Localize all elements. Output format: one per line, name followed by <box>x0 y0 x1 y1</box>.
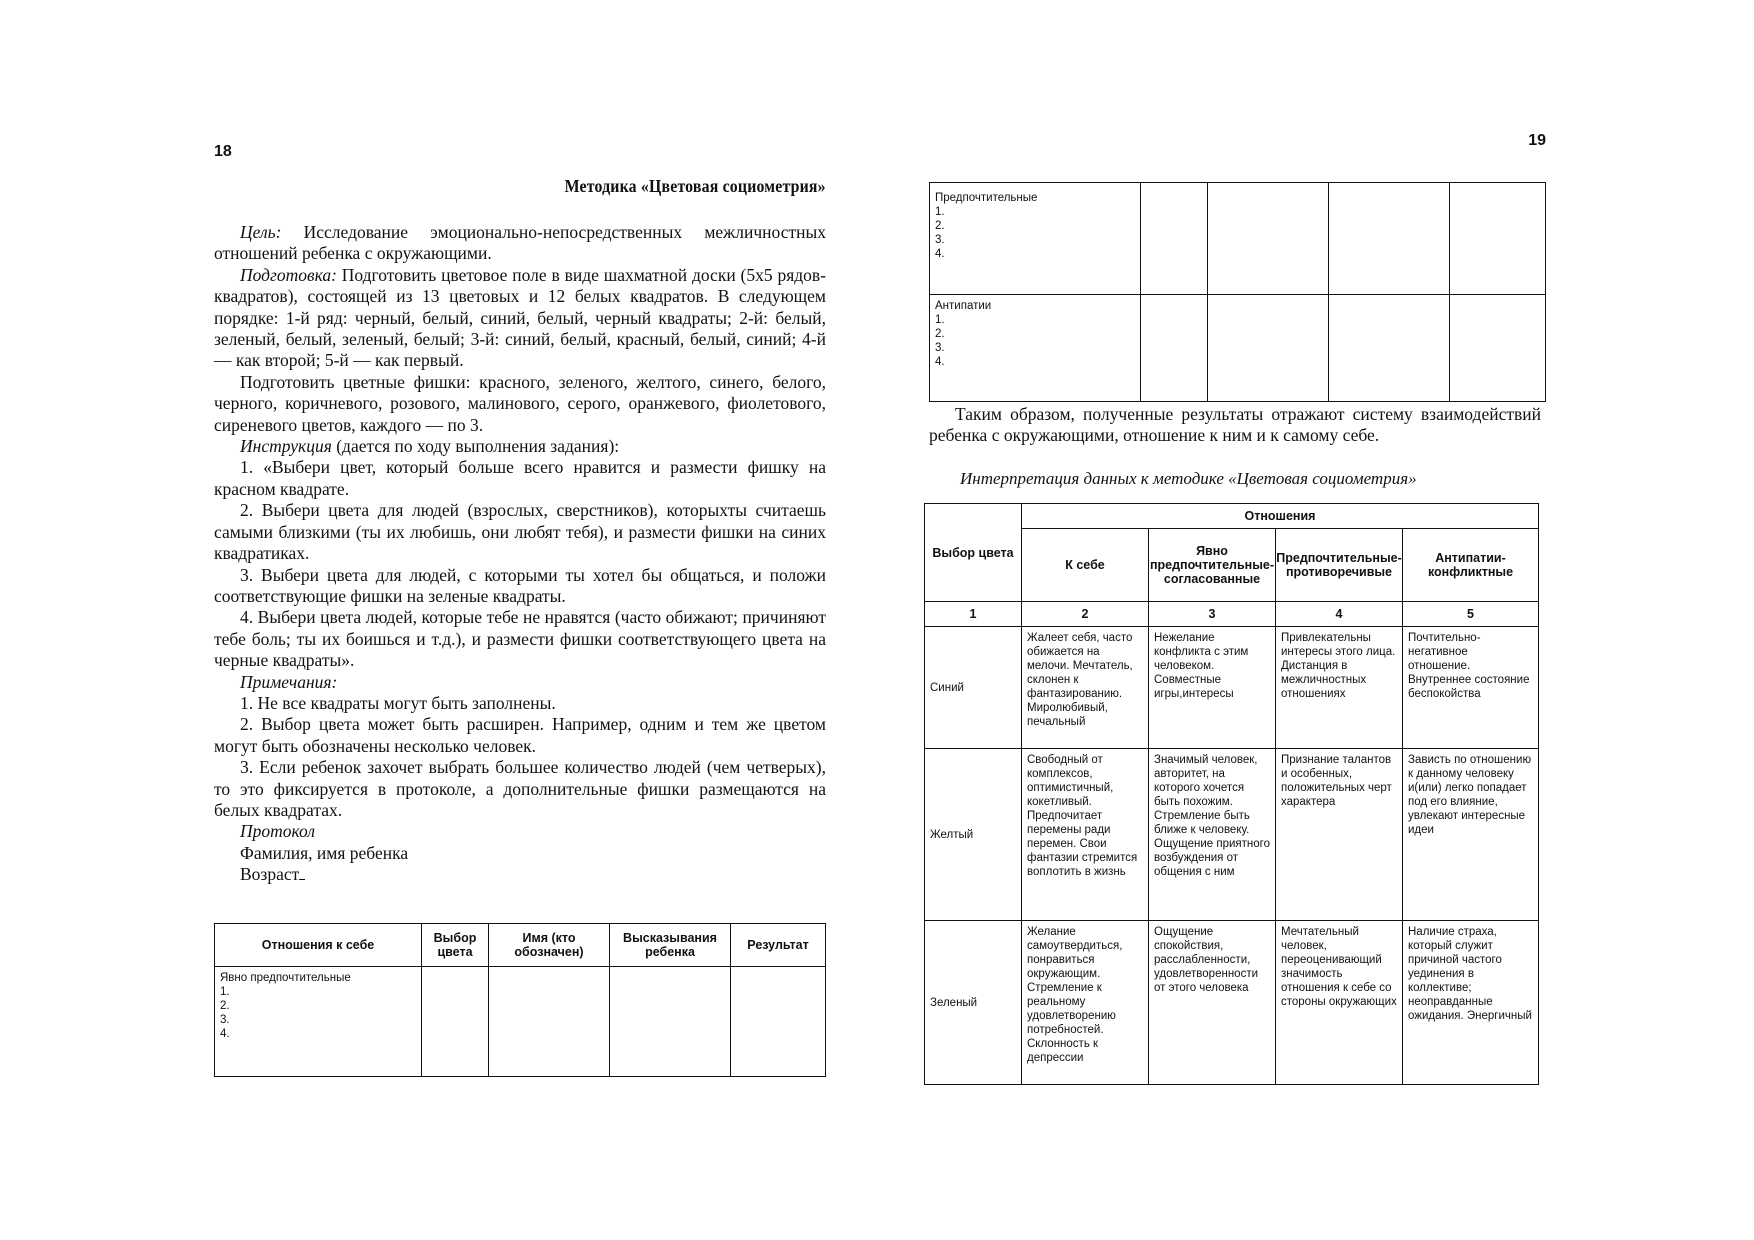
prep-label: Подготовка: <box>240 264 337 285</box>
col-number: 3 <box>1149 602 1276 627</box>
cont-item: 4. <box>935 248 945 260</box>
instr-item-4: 4. Выбери цвета людей, которые тебе не нравятся (часто обижают; причиняют тебе боль; ты их боишься и т.д.), и размести фишки соответствующего цвета на черные квадраты». <box>214 607 826 671</box>
cont-item: 3. <box>935 342 945 355</box>
cont-row-label: Предпочтительные <box>935 192 1038 204</box>
col-number: 5 <box>1403 602 1539 627</box>
cell-explicit: Ощущение спокойствия, расслабленности, удовлетворенности от этого человека <box>1149 921 1276 1085</box>
row-color-blue: Синий <box>925 627 1022 749</box>
prep-chips-paragraph: Подготовить цветные фишки: красного, зеленого, желтого, синего, белого, черного, коричневого, розового, малинового, серого, оранжевого, фиолетового, сиреневого цветов, каждого — по 3. <box>214 371 826 435</box>
cont-cell <box>1208 295 1329 402</box>
protocol-continuation-table <box>929 182 1546 402</box>
protocol-cell <box>489 967 610 1077</box>
cont-row-label: Антипатии <box>935 300 992 313</box>
protocol-row-label: Явно предпочтительные <box>220 972 351 984</box>
protocol-header-color: Выбор цвета <box>422 924 489 967</box>
instr-item-1: 1. «Выбери цвет, который больше всего нравится и размести фишку на красном квадрате. <box>214 457 826 499</box>
prep-paragraph <box>214 265 826 372</box>
cont-item: 4. <box>935 356 945 369</box>
row-color-yellow: Желтый <box>925 749 1022 921</box>
col-number: 2 <box>1022 602 1149 627</box>
protocol-row-explicit <box>215 967 422 1077</box>
note-3: 3. Если ребенок захочет выбрать большее количество людей (чем четверых), то это фиксируется в протоколе, а дополнительные фишки размещаются на белых квадратах. <box>214 757 826 820</box>
summary-paragraph: Таким образом, полученные результаты отражают систему взаимодействий ребенка с окружающими, отношение к ним и к самому себе. <box>929 404 1541 446</box>
goal-text: Исследование эмоционально-непосредственных межличностных отношений ребенка с окружающими. <box>214 222 826 264</box>
protocol-header-result: Результат <box>731 924 826 967</box>
cont-cell <box>1141 183 1208 295</box>
interpretation-table <box>924 503 1539 1085</box>
instr-label: Инструкция <box>240 436 332 457</box>
interp-title: Интерпретация данных к методике «Цветовая социометрия» <box>960 469 1417 488</box>
protocol-header-statements: Высказывания ребенка <box>610 924 731 967</box>
instr-item-2: 2. Выбери цвета для людей (взрослых, сверстников), которыхты считаешь самыми близкими (ты их любишь, они любят тебя), и размести фишки на синих квадратиках. <box>214 500 826 564</box>
protocol-cell <box>422 967 489 1077</box>
child-name-line <box>214 843 826 864</box>
age-label: Возраст <box>240 864 300 885</box>
protocol-item: 1. <box>220 986 230 998</box>
notes-label: Примечания: <box>240 671 338 692</box>
cell-pref: Признание талантов и особенных, положительных черт характера <box>1276 749 1403 921</box>
prep-text: Подготовить цветовое поле в виде шахматной доски (5x5 рядов-квадратов), состоящей из 13 цветовых и 12 белых квадратов. В следующем порядке: 1-й ряд: черный, белый, синий, белый, черный квадраты; 2-й: белый, зеленый, белый, зеленый, белый; 3-й: синий, белый, красный, белый, синий; 4-й — как второй; 5-й — как первый. <box>214 264 826 371</box>
instr-text: (дается по ходу выполнения задания): <box>331 436 620 457</box>
cell-explicit: Значимый человек, авторитет, на которого хочется быть похожим. Стремление быть ближе к человеку. Ощущение приятного возбуждения от общения с ним <box>1149 749 1276 921</box>
protocol-cell <box>610 967 731 1077</box>
interp-header-relations: Отношения <box>1022 504 1539 529</box>
col-number: 4 <box>1276 602 1403 627</box>
cont-item: 1. <box>935 206 945 218</box>
protocol-label: Протокол <box>240 821 315 842</box>
protocol-cell <box>731 967 826 1077</box>
note-2: 2. Выбор цвета может быть расширен. Например, одним и тем же цветом могут быть обозначены несколько человек. <box>214 714 826 756</box>
interp-header-anti: Антипатии-конфликтные <box>1403 529 1539 602</box>
cont-cell <box>1329 183 1450 295</box>
child-name-label: Фамилия, имя ребенка <box>240 842 409 863</box>
cont-cell <box>1208 183 1329 295</box>
interp-header-color: Выбор цвета <box>925 504 1022 602</box>
cont-row-preferred <box>930 183 1141 295</box>
cell-anti: Почтительно-негативное отношение. Внутреннее состояние беспокойства <box>1403 627 1539 749</box>
instr-paragraph <box>214 436 826 457</box>
goal-label: Цель: <box>240 222 282 242</box>
cell-anti: Наличие страха, который служит причиной частого уединения в коллективе; неоправданные ожидания. Энергичный <box>1403 921 1539 1085</box>
cell-self: Свободный от комплексов, оптимистичный, кокетливый. Предпочитает перемены ради перемен. Свои фантазии стремится воплотить в жизнь <box>1022 749 1149 921</box>
note-1: 1. Не все квадраты могут быть заполнены. <box>240 692 556 713</box>
cell-pref: Привлекательны интересы этого лица. Дистанция в межличностных отношениях <box>1276 627 1403 749</box>
cell-self: Желание самоутвердиться, понравиться окружающим. Стремление к реальному удовлетворению потребностей. Склонность к депрессии <box>1022 921 1149 1085</box>
cont-item: 3. <box>935 234 945 246</box>
cell-anti: Зависть по отношению к данному человеку и(или) легко попадает под его влияние, увлекают интересные идеи <box>1403 749 1539 921</box>
cont-item: 1. <box>935 314 945 327</box>
cont-item: 2. <box>935 328 945 341</box>
cell-explicit: Нежелание конфликта с этим человеком. Совместные игры,интересы <box>1149 627 1276 749</box>
protocol-item: 2. <box>220 1000 230 1012</box>
age-line <box>214 864 826 885</box>
page-number-right: 19 <box>1528 132 1546 149</box>
protocol-table <box>214 923 826 1077</box>
protocol-header-self: Отношения к себе <box>215 924 422 967</box>
page-number-left: 18 <box>214 143 232 160</box>
instr-item-3: 3. Выбери цвета для людей, с которыми ты хотел бы общаться, и положи соответствующие фишки на зеленые квадраты. <box>214 564 826 606</box>
row-color-green: Зеленый <box>925 921 1022 1085</box>
cont-cell <box>1450 295 1546 402</box>
protocol-header-name: Имя (кто обозначен) <box>489 924 610 967</box>
goal-paragraph <box>214 222 826 265</box>
cell-pref: Мечтательный человек, переоценивающий значимость отношения к себе со стороны окружающих <box>1276 921 1403 1085</box>
interp-header-self: К себе <box>1022 529 1149 602</box>
cont-item: 2. <box>935 220 945 232</box>
cell-self: Жалеет себя, часто обижается на мелочи. Мечтатель, склонен к фантазированию. Миролюбивый, печальный <box>1022 627 1149 749</box>
protocol-item: 4. <box>220 1028 230 1040</box>
method-body <box>214 222 826 886</box>
interp-header-pref: Предпочтительные-противоречивые <box>1276 529 1403 602</box>
cont-row-antipathy <box>930 295 1141 402</box>
protocol-item: 3. <box>220 1014 230 1026</box>
cont-cell <box>1141 295 1208 402</box>
cont-cell <box>1450 183 1546 295</box>
method-title: Методика «Цветовая социометрия» <box>564 176 826 196</box>
cont-cell <box>1329 295 1450 402</box>
col-number: 1 <box>925 602 1022 627</box>
interp-header-explicit: Явно предпочтительные-согласованные <box>1149 529 1276 602</box>
